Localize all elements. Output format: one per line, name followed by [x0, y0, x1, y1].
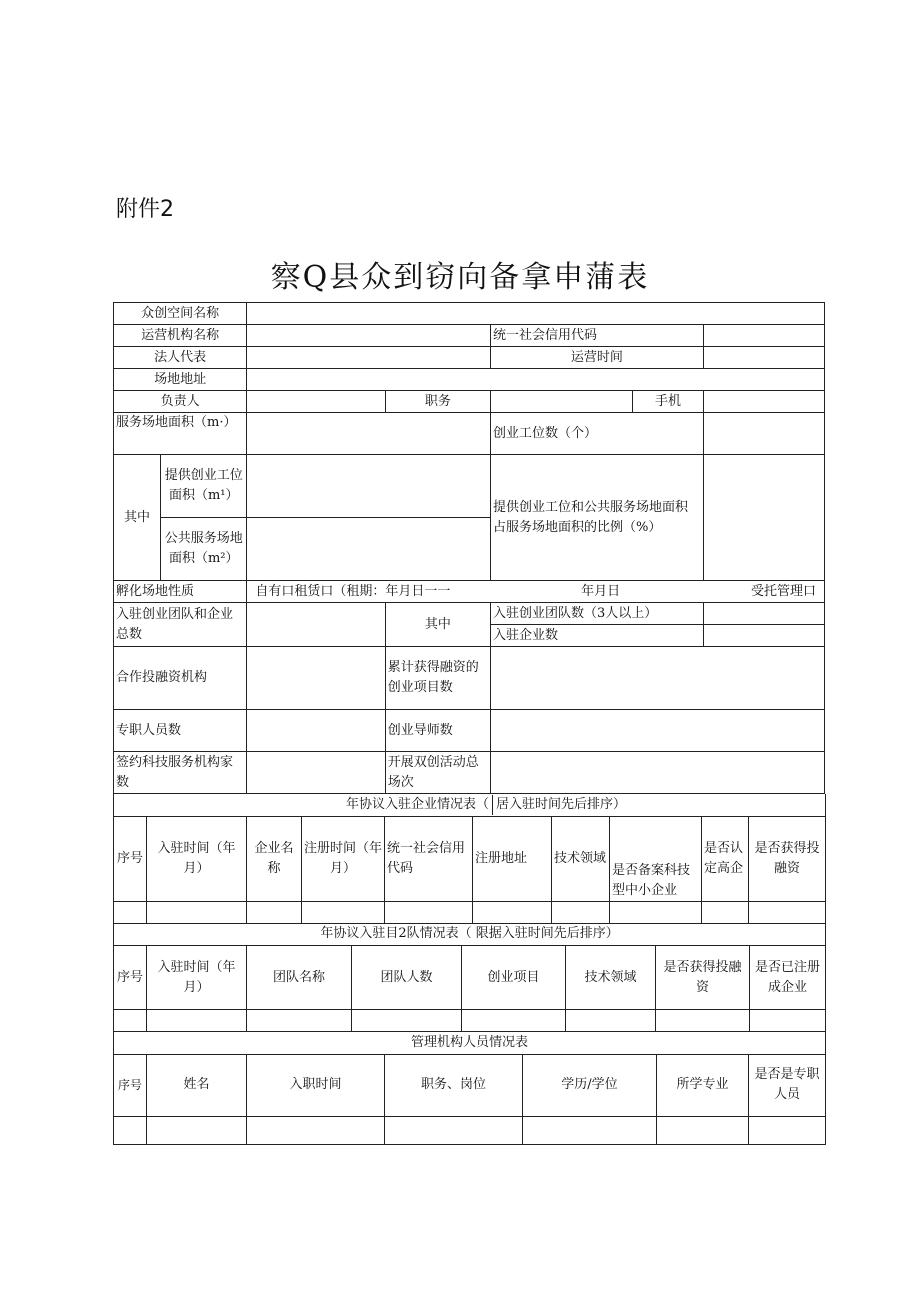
table-row: [114, 1116, 826, 1144]
events-field[interactable]: [491, 752, 825, 794]
workstations-label: 创业工位数（个）: [491, 413, 704, 455]
public-area-label: 公共服务场地面积（m²）: [161, 518, 247, 581]
ent-header-name: 企业名称: [247, 816, 302, 901]
service-area-label: 服务场地面积（m·）: [114, 413, 247, 455]
site-nature-date: 年月日: [581, 583, 621, 599]
workstation-area-field[interactable]: [247, 455, 491, 518]
team-header-seq: 序号: [114, 946, 147, 1010]
table-cell[interactable]: [749, 901, 826, 923]
table-cell[interactable]: [749, 1116, 826, 1144]
basic-info-table: [113, 302, 825, 794]
enterprise-title-left: 年协议入驻企业情况表（: [114, 795, 493, 815]
table-cell[interactable]: [462, 1010, 566, 1032]
companies-count-label: 入驻企业数: [491, 625, 704, 647]
team-header-financing: 是否获得投融资: [656, 946, 750, 1010]
events-label: 开展双创活动总场次: [385, 752, 490, 794]
team-header-size: 团队人数: [352, 946, 462, 1010]
staff-header-hire-date: 入职时间: [247, 1054, 385, 1116]
ent-header-tech-field: 技术领域: [552, 816, 610, 901]
staff-header-name: 姓名: [147, 1054, 247, 1116]
table-cell[interactable]: [247, 901, 302, 923]
ent-header-join-time: 入驻时间（年月）: [147, 816, 247, 901]
table-cell[interactable]: [523, 1116, 657, 1144]
ratio-label: 提供创业工位和公共服务场地面积占服务场地面积的比例（%）: [491, 455, 704, 581]
space-name-field[interactable]: [247, 303, 825, 325]
table-cell[interactable]: [473, 901, 552, 923]
public-area-field[interactable]: [247, 518, 491, 581]
space-name-label: 众创空间名称: [114, 303, 247, 325]
companies-count-field[interactable]: [703, 625, 824, 647]
funded-projects-field[interactable]: [491, 647, 825, 710]
staff-header-education: 学历/学位: [523, 1054, 657, 1116]
staff-table-title: 管理机构人员情况表: [114, 1032, 826, 1054]
site-nature-entrusted: 受托管理口: [750, 583, 816, 599]
table-cell[interactable]: [302, 901, 385, 923]
team-header-registered: 是否已注册成企业: [750, 946, 826, 1010]
operator-name-field[interactable]: [247, 325, 491, 347]
enterprise-title-right: 居入驻时间先后排序）: [496, 796, 627, 812]
operation-time-label: 运营时间: [491, 347, 704, 369]
workstation-area-label: 提供创业工位面积（m¹）: [161, 455, 247, 518]
staff-header-major: 所学专业: [657, 1054, 749, 1116]
table-cell[interactable]: [610, 901, 702, 923]
form-title: 察Q县众到窃向备拿申蒲表: [270, 260, 650, 295]
ent-header-reg-address: 注册地址: [473, 816, 552, 901]
table-cell[interactable]: [114, 901, 147, 923]
team-table: [113, 924, 826, 1033]
staff-header-fulltime: 是否是专职人员: [749, 1054, 826, 1116]
mentors-field[interactable]: [491, 710, 825, 752]
enterprise-table-title: [114, 794, 826, 816]
table-cell[interactable]: [247, 1010, 352, 1032]
table-cell[interactable]: [552, 901, 610, 923]
site-address-label: 场地地址: [114, 369, 247, 391]
mobile-label: 手机: [633, 391, 703, 413]
ent-header-reg-time: 注册时间（年月）: [302, 816, 385, 901]
table-cell[interactable]: [385, 901, 473, 923]
table-cell[interactable]: [566, 1010, 656, 1032]
table-cell[interactable]: [114, 1116, 147, 1144]
ratio-field[interactable]: [703, 455, 824, 581]
table-cell[interactable]: [114, 1010, 147, 1032]
credit-code-label: 统一社会信用代码: [491, 325, 704, 347]
table-cell[interactable]: [247, 1116, 385, 1144]
team-header-name: 团队名称: [247, 946, 352, 1010]
person-in-charge-label: 负责人: [114, 391, 247, 413]
table-cell[interactable]: [147, 901, 247, 923]
ent-header-seq: 序号: [114, 816, 147, 901]
legal-rep-field[interactable]: [247, 347, 491, 369]
position-field[interactable]: [491, 391, 633, 413]
application-form: [113, 302, 825, 1145]
staff-header-seq: 序号: [114, 1054, 147, 1116]
table-cell[interactable]: [656, 1010, 750, 1032]
fulltime-staff-field[interactable]: [247, 710, 385, 752]
of-which-label-2: 其中: [385, 603, 490, 647]
ent-header-credit-code: 统一社会信用代码: [385, 816, 473, 901]
team-table-title: 年协议入驻目2队情况表（ 限据入驻时间先后排序）: [114, 924, 826, 946]
ent-header-sme: 是否备案科技型中小企业: [610, 816, 702, 901]
table-cell[interactable]: [147, 1116, 247, 1144]
site-nature-options[interactable]: [247, 581, 825, 603]
ent-header-financing: 是否获得投融资: [749, 816, 826, 901]
staff-header-position: 职务、岗位: [385, 1054, 523, 1116]
position-label: 职务: [385, 391, 490, 413]
table-cell[interactable]: [750, 1010, 826, 1032]
site-nature-label: 孵化场地性质: [114, 581, 247, 603]
person-in-charge-field[interactable]: [247, 391, 385, 413]
teams-count-field[interactable]: [703, 603, 824, 625]
total-teams-companies-label: 入驻创业团队和企业总数: [114, 603, 247, 647]
enterprise-table: [113, 794, 826, 924]
table-row: [114, 1010, 826, 1032]
mentors-label: 创业导师数: [385, 710, 490, 752]
workstations-field[interactable]: [703, 413, 824, 455]
site-address-field[interactable]: [247, 369, 825, 391]
fulltime-staff-label: 专职人员数: [114, 710, 247, 752]
table-cell[interactable]: [657, 1116, 749, 1144]
team-header-tech-field: 技术领域: [566, 946, 656, 1010]
investment-orgs-label: 合作投融资机构: [114, 647, 247, 710]
table-cell[interactable]: [352, 1010, 462, 1032]
investment-orgs-field[interactable]: [247, 647, 385, 710]
staff-table: [113, 1032, 826, 1145]
mobile-field[interactable]: [703, 391, 824, 413]
service-orgs-label: 签约科技服务机构家数: [114, 752, 247, 794]
site-nature-owned-leased: 自有口租赁口（租期：年月日一一: [255, 583, 451, 599]
funded-projects-label: 累计获得融资的创业项目数: [385, 647, 490, 710]
total-teams-companies-field[interactable]: [247, 603, 385, 647]
service-orgs-field[interactable]: [247, 752, 385, 794]
team-header-join-time: 入驻时间（年月）: [147, 946, 247, 1010]
operation-time-field[interactable]: [703, 347, 824, 369]
teams-count-label: 入驻创业团队数（3人以上）: [491, 603, 704, 625]
ent-header-high-tech: 是否认定高企: [702, 816, 749, 901]
credit-code-field[interactable]: [703, 325, 824, 347]
table-cell[interactable]: [702, 901, 749, 923]
attachment-label: 附件2: [116, 197, 174, 222]
of-which-label: 其中: [114, 455, 161, 581]
service-area-field[interactable]: [247, 413, 491, 455]
operator-name-label: 运营机构名称: [114, 325, 247, 347]
team-header-project: 创业项目: [462, 946, 566, 1010]
table-cell[interactable]: [147, 1010, 247, 1032]
table-row: [114, 901, 826, 923]
legal-rep-label: 法人代表: [114, 347, 247, 369]
table-cell[interactable]: [385, 1116, 523, 1144]
